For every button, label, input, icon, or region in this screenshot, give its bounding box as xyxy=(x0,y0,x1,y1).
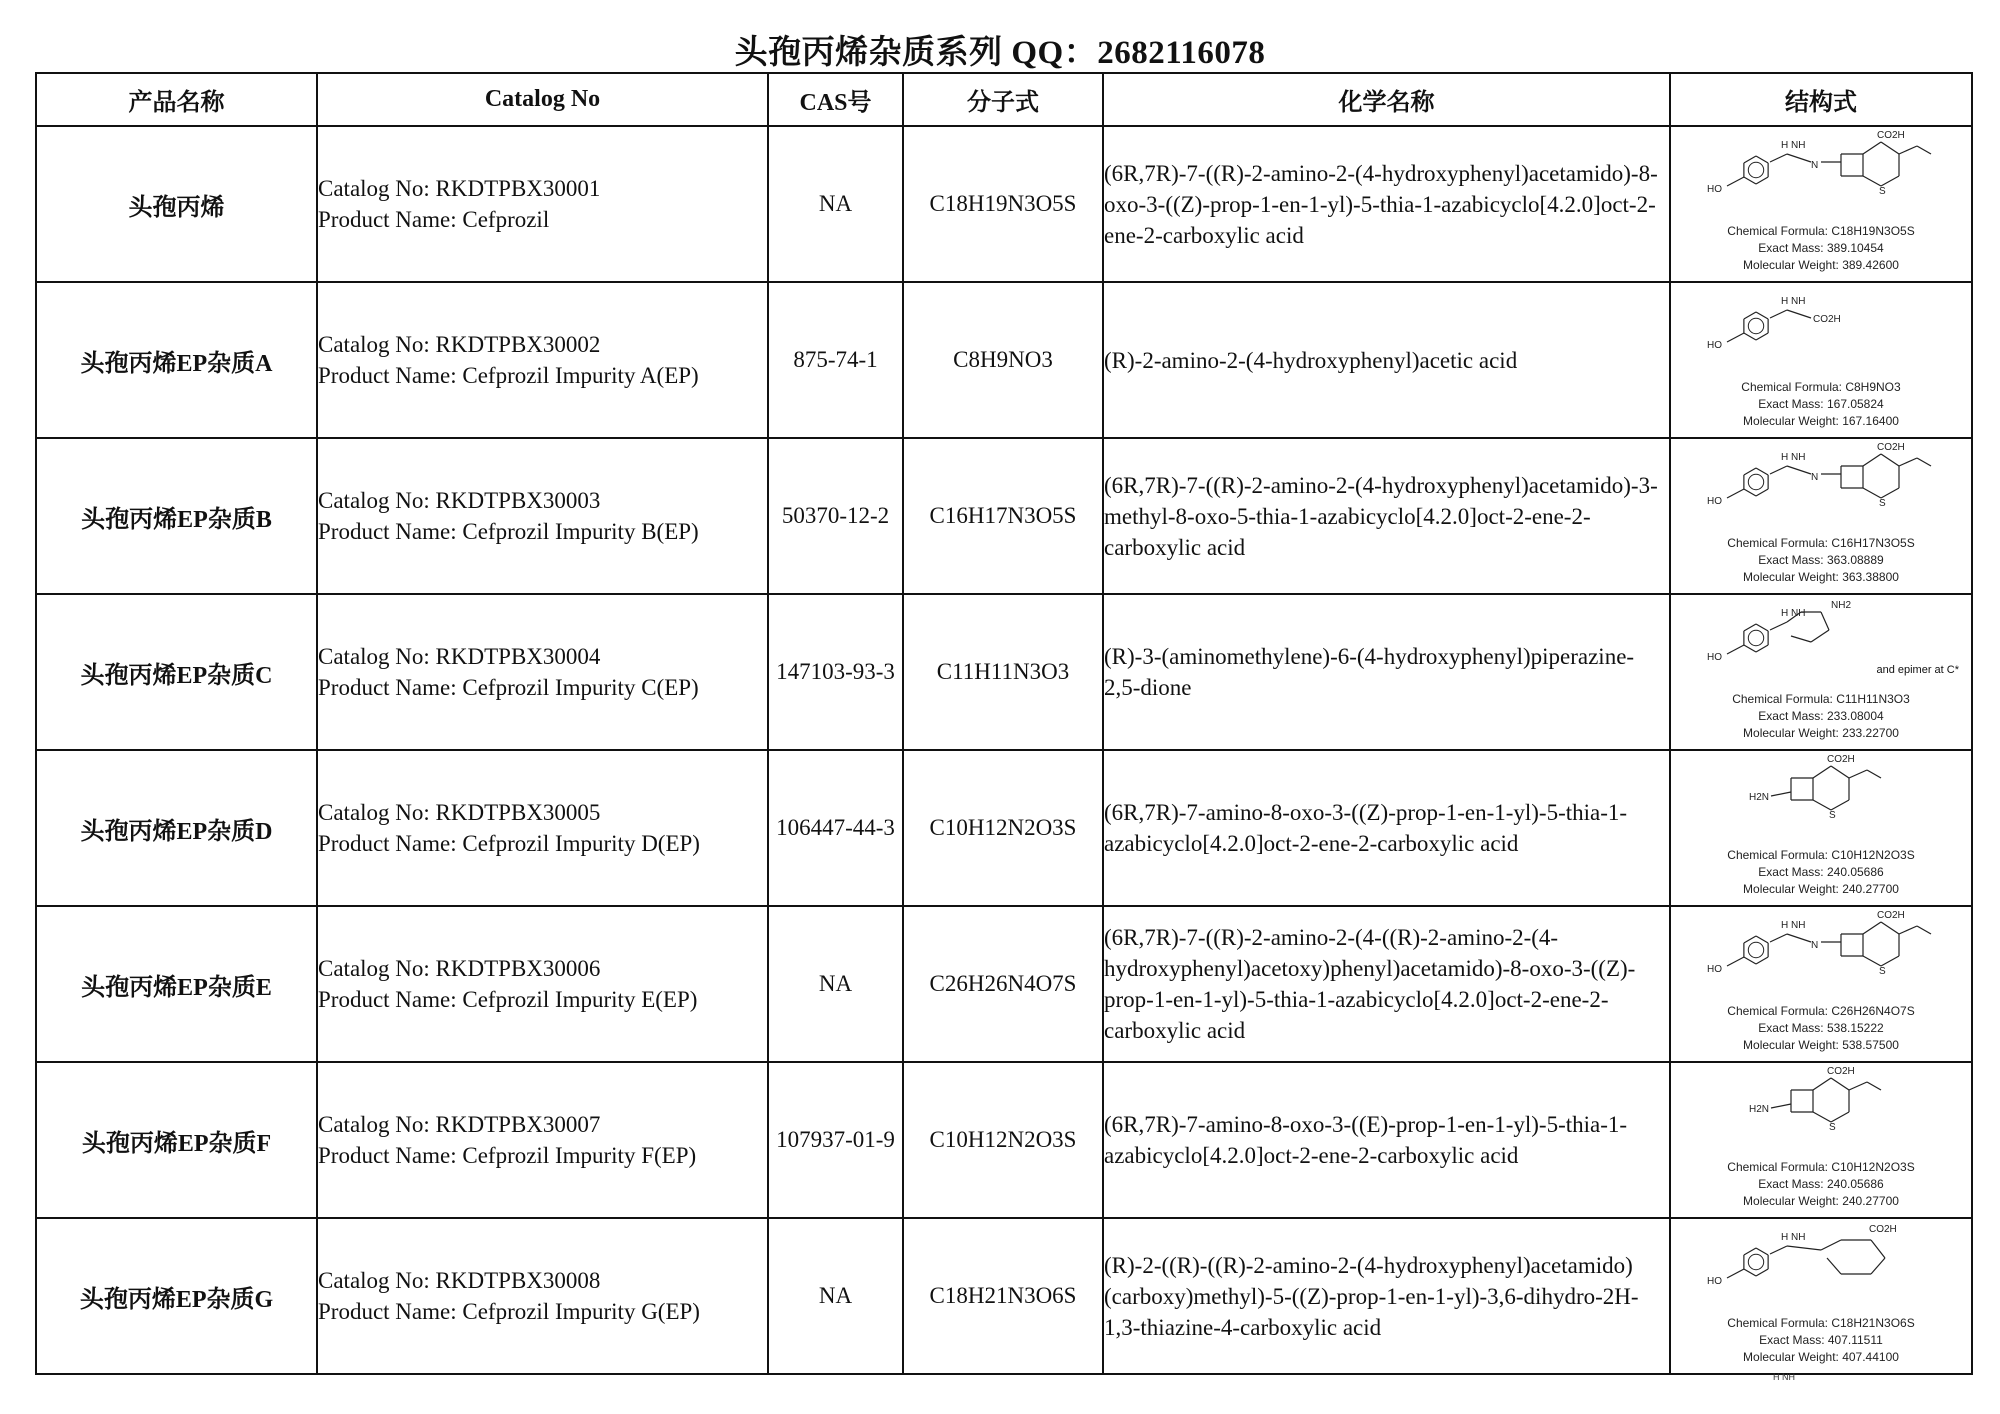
svg-text:NH2: NH2 xyxy=(1831,600,1852,611)
product-name-cn: 头孢丙烯EP杂质C xyxy=(36,594,317,750)
product-name-en: Product Name: Cefprozil Impurity B(EP) xyxy=(318,519,699,544)
chemical-name: (R)-2-amino-2-(4-hydroxyphenyl)acetic acid xyxy=(1103,282,1670,438)
structure-exact-mass: Exact Mass: 538.15222 xyxy=(1758,1021,1884,1035)
product-name-en: Product Name: Cefprozil Impurity D(EP) xyxy=(318,831,700,856)
svg-text:H NH: H NH xyxy=(1781,608,1806,619)
impurity-catalog-table xyxy=(35,72,1973,1375)
structure-info xyxy=(1671,379,1971,430)
structure-molecular-weight: Molecular Weight: 407.44100 xyxy=(1743,1350,1899,1364)
structure-molecular-weight: Molecular Weight: 538.57500 xyxy=(1743,1038,1899,1052)
molecular-formula: C18H21N3O6S xyxy=(903,1218,1103,1374)
structure-molecular-weight: Molecular Weight: 240.27700 xyxy=(1743,882,1899,896)
page-title: 头孢丙烯杂质系列 QQ：2682116078 xyxy=(734,35,1266,71)
svg-text:N: N xyxy=(1811,940,1819,951)
catalog-cell xyxy=(317,438,768,594)
structure-exact-mass: Exact Mass: 389.10454 xyxy=(1758,241,1884,255)
structure-exact-mass: Exact Mass: 407.11511 xyxy=(1759,1333,1883,1347)
svg-text:S: S xyxy=(1829,1122,1836,1133)
structure-diagram xyxy=(1671,128,1971,228)
svg-text:H NH: H NH xyxy=(1781,920,1806,931)
structure-info xyxy=(1671,1315,1971,1366)
catalog-number: Catalog No: RKDTPBX30003 xyxy=(318,488,601,513)
structure-exact-mass: Exact Mass: 363.08889 xyxy=(1758,553,1884,567)
structure-cell xyxy=(1670,126,1972,282)
cas-number: 107937-01-9 xyxy=(768,1062,903,1218)
product-name-en: Product Name: Cefprozil Impurity E(EP) xyxy=(318,987,698,1012)
structure-formula: Chemical Formula: C18H21N3O6S xyxy=(1727,1316,1915,1330)
molecular-formula: C11H11N3O3 xyxy=(903,594,1103,750)
header-catalog-no: Catalog No xyxy=(317,73,768,126)
svg-text:H NH: H NH xyxy=(1781,1232,1806,1243)
structure-info xyxy=(1671,847,1971,898)
catalog-number: Catalog No: RKDTPBX30001 xyxy=(318,176,601,201)
footer-fragment: H NH xyxy=(1773,1372,1795,1382)
catalog-number: Catalog No: RKDTPBX30006 xyxy=(318,956,601,981)
cas-number: NA xyxy=(768,1218,903,1374)
svg-text:CO2H: CO2H xyxy=(1827,754,1855,765)
svg-text:HO: HO xyxy=(1707,184,1722,195)
structure-molecular-weight: Molecular Weight: 240.27700 xyxy=(1743,1194,1899,1208)
structure-cell xyxy=(1670,750,1972,906)
catalog-cell xyxy=(317,906,768,1062)
svg-text:H NH: H NH xyxy=(1781,452,1806,463)
structure-diagram xyxy=(1671,440,1971,540)
structure-diagram xyxy=(1671,908,1971,1008)
cas-number: NA xyxy=(768,126,903,282)
structure-diagram xyxy=(1671,1064,1971,1164)
structure-exact-mass: Exact Mass: 240.05686 xyxy=(1758,865,1884,879)
structure-molecular-weight: Molecular Weight: 233.22700 xyxy=(1743,726,1899,740)
table-row xyxy=(36,1218,1972,1374)
svg-text:HO: HO xyxy=(1707,964,1722,975)
chemical-name: (R)-3-(aminomethylene)-6-(4-hydroxyphenyl)piperazine-2,5-dione xyxy=(1103,594,1670,750)
structure-formula: Chemical Formula: C10H12N2O3S xyxy=(1727,1160,1915,1174)
product-name-cn: 头孢丙烯EP杂质A xyxy=(36,282,317,438)
structure-info xyxy=(1671,1003,1971,1054)
catalog-number: Catalog No: RKDTPBX30005 xyxy=(318,800,601,825)
structure-exact-mass: Exact Mass: 167.05824 xyxy=(1758,397,1884,411)
svg-text:HO: HO xyxy=(1707,1276,1722,1287)
molecular-formula: C10H12N2O3S xyxy=(903,1062,1103,1218)
structure-exact-mass: Exact Mass: 240.05686 xyxy=(1758,1177,1884,1191)
catalog-cell xyxy=(317,1062,768,1218)
product-name-cn: 头孢丙烯EP杂质D xyxy=(36,750,317,906)
product-name-cn: 头孢丙烯EP杂质E xyxy=(36,906,317,1062)
svg-text:CO2H: CO2H xyxy=(1877,910,1905,921)
table-row xyxy=(36,594,1972,750)
product-name-cn: 头孢丙烯EP杂质G xyxy=(36,1218,317,1374)
structure-diagram xyxy=(1671,1220,1971,1320)
svg-text:H NH: H NH xyxy=(1781,296,1806,307)
cas-number: 106447-44-3 xyxy=(768,750,903,906)
chemical-name: (6R,7R)-7-((R)-2-amino-2-(4-((R)-2-amino-2-(4-hydroxyphenyl)acetoxy)phenyl)acetamido)-8-oxo-3-((Z)-prop-1-en-1-yl)-5-thia-1-azabicyclo[4.2.0]oct-2-ene-2-carboxylic acid xyxy=(1103,906,1670,1062)
table-row xyxy=(36,750,1972,906)
svg-text:CO2H: CO2H xyxy=(1877,130,1905,141)
structure-cell xyxy=(1670,1062,1972,1218)
product-name-cn: 头孢丙烯EP杂质B xyxy=(36,438,317,594)
svg-text:S: S xyxy=(1879,186,1886,197)
structure-info xyxy=(1671,1159,1971,1210)
svg-text:S: S xyxy=(1879,498,1886,509)
structure-molecular-weight: Molecular Weight: 389.42600 xyxy=(1743,258,1899,272)
catalog-number: Catalog No: RKDTPBX30002 xyxy=(318,332,601,357)
svg-text:CO2H: CO2H xyxy=(1827,1066,1855,1077)
table-row xyxy=(36,1062,1972,1218)
svg-text:S: S xyxy=(1829,810,1836,821)
structure-info xyxy=(1671,691,1971,742)
structure-formula: Chemical Formula: C16H17N3O5S xyxy=(1727,536,1915,550)
catalog-cell xyxy=(317,750,768,906)
header-chemical-name: 化学名称 xyxy=(1103,73,1670,126)
molecular-formula: C26H26N4O7S xyxy=(903,906,1103,1062)
structure-formula: Chemical Formula: C26H26N4O7S xyxy=(1727,1004,1915,1018)
structure-exact-mass: Exact Mass: 233.08004 xyxy=(1758,709,1884,723)
svg-text:H2N: H2N xyxy=(1749,792,1770,803)
table-row xyxy=(36,438,1972,594)
svg-text:S: S xyxy=(1879,966,1886,977)
header-cas: CAS号 xyxy=(768,73,903,126)
structure-formula: Chemical Formula: C11H11N3O3 xyxy=(1732,692,1910,706)
product-name-en: Product Name: Cefprozil Impurity A(EP) xyxy=(318,363,699,388)
svg-text:HO: HO xyxy=(1707,496,1722,507)
table-row xyxy=(36,906,1972,1062)
header-molecular-formula: 分子式 xyxy=(903,73,1103,126)
structure-cell xyxy=(1670,438,1972,594)
svg-text:N: N xyxy=(1811,472,1819,483)
structure-cell xyxy=(1670,282,1972,438)
catalog-number: Catalog No: RKDTPBX30004 xyxy=(318,644,601,669)
catalog-number: Catalog No: RKDTPBX30008 xyxy=(318,1268,601,1293)
product-name-cn: 头孢丙烯EP杂质F xyxy=(36,1062,317,1218)
svg-text:CO2H: CO2H xyxy=(1877,442,1905,453)
product-name-en: Product Name: Cefprozil Impurity F(EP) xyxy=(318,1143,697,1168)
structure-molecular-weight: Molecular Weight: 167.16400 xyxy=(1743,414,1899,428)
structure-diagram xyxy=(1671,596,1971,696)
chemical-name: (6R,7R)-7-amino-8-oxo-3-((E)-prop-1-en-1-yl)-5-thia-1-azabicyclo[4.2.0]oct-2-ene-2-carboxylic acid xyxy=(1103,1062,1670,1218)
molecular-formula: C10H12N2O3S xyxy=(903,750,1103,906)
svg-text:CO2H: CO2H xyxy=(1869,1224,1897,1235)
structure-info xyxy=(1671,535,1971,586)
molecular-formula: C18H19N3O5S xyxy=(903,126,1103,282)
structure-formula: Chemical Formula: C18H19N3O5S xyxy=(1727,224,1915,238)
molecular-formula: C8H9NO3 xyxy=(903,282,1103,438)
chemical-name: (6R,7R)-7-((R)-2-amino-2-(4-hydroxyphenyl)acetamido)-3-methyl-8-oxo-5-thia-1-azabicyclo[4.2.0]oct-2-ene-2-carboxylic acid xyxy=(1103,438,1670,594)
product-name-en: Product Name: Cefprozil xyxy=(318,207,550,232)
svg-text:N: N xyxy=(1811,160,1819,171)
table-row xyxy=(36,282,1972,438)
table-header-row xyxy=(36,73,1972,126)
epimer-note: and epimer at C* xyxy=(1876,664,1959,676)
catalog-number: Catalog No: RKDTPBX30007 xyxy=(318,1112,601,1137)
product-name-en: Product Name: Cefprozil Impurity C(EP) xyxy=(318,675,699,700)
catalog-cell xyxy=(317,282,768,438)
header-structure: 结构式 xyxy=(1670,73,1972,126)
chemical-name: (6R,7R)-7-amino-8-oxo-3-((Z)-prop-1-en-1-yl)-5-thia-1-azabicyclo[4.2.0]oct-2-ene-2-carboxylic acid xyxy=(1103,750,1670,906)
structure-info xyxy=(1671,223,1971,274)
catalog-cell xyxy=(317,126,768,282)
svg-text:H NH: H NH xyxy=(1781,140,1806,151)
structure-formula: Chemical Formula: C10H12N2O3S xyxy=(1727,848,1915,862)
structure-cell xyxy=(1670,594,1972,750)
table-row xyxy=(36,126,1972,282)
cas-number: NA xyxy=(768,906,903,1062)
structure-molecular-weight: Molecular Weight: 363.38800 xyxy=(1743,570,1899,584)
cas-number: 147103-93-3 xyxy=(768,594,903,750)
svg-text:HO: HO xyxy=(1707,340,1722,351)
catalog-cell xyxy=(317,594,768,750)
cas-number: 875-74-1 xyxy=(768,282,903,438)
catalog-cell xyxy=(317,1218,768,1374)
structure-cell xyxy=(1670,906,1972,1062)
product-name-en: Product Name: Cefprozil Impurity G(EP) xyxy=(318,1299,700,1324)
header-product-name: 产品名称 xyxy=(36,73,317,126)
svg-text:HO: HO xyxy=(1707,652,1722,663)
structure-cell xyxy=(1670,1218,1972,1374)
svg-text:H2N: H2N xyxy=(1749,1104,1770,1115)
product-name-cn: 头孢丙烯 xyxy=(36,126,317,282)
structure-diagram xyxy=(1671,284,1971,384)
svg-text:CO2H: CO2H xyxy=(1813,314,1841,325)
chemical-name: (6R,7R)-7-((R)-2-amino-2-(4-hydroxyphenyl)acetamido)-8-oxo-3-((Z)-prop-1-en-1-yl)-5-thia-1-azabicyclo[4.2.0]oct-2-ene-2-carboxylic acid xyxy=(1103,126,1670,282)
structure-diagram xyxy=(1671,752,1971,852)
structure-formula: Chemical Formula: C8H9NO3 xyxy=(1741,380,1901,394)
molecular-formula: C16H17N3O5S xyxy=(903,438,1103,594)
cas-number: 50370-12-2 xyxy=(768,438,903,594)
chemical-name: (R)-2-((R)-((R)-2-amino-2-(4-hydroxyphenyl)acetamido)(carboxy)methyl)-5-((Z)-prop-1-en-1-yl)-3,6-dihydro-2H-1,3-thiazine-4-carboxylic acid xyxy=(1103,1218,1670,1374)
